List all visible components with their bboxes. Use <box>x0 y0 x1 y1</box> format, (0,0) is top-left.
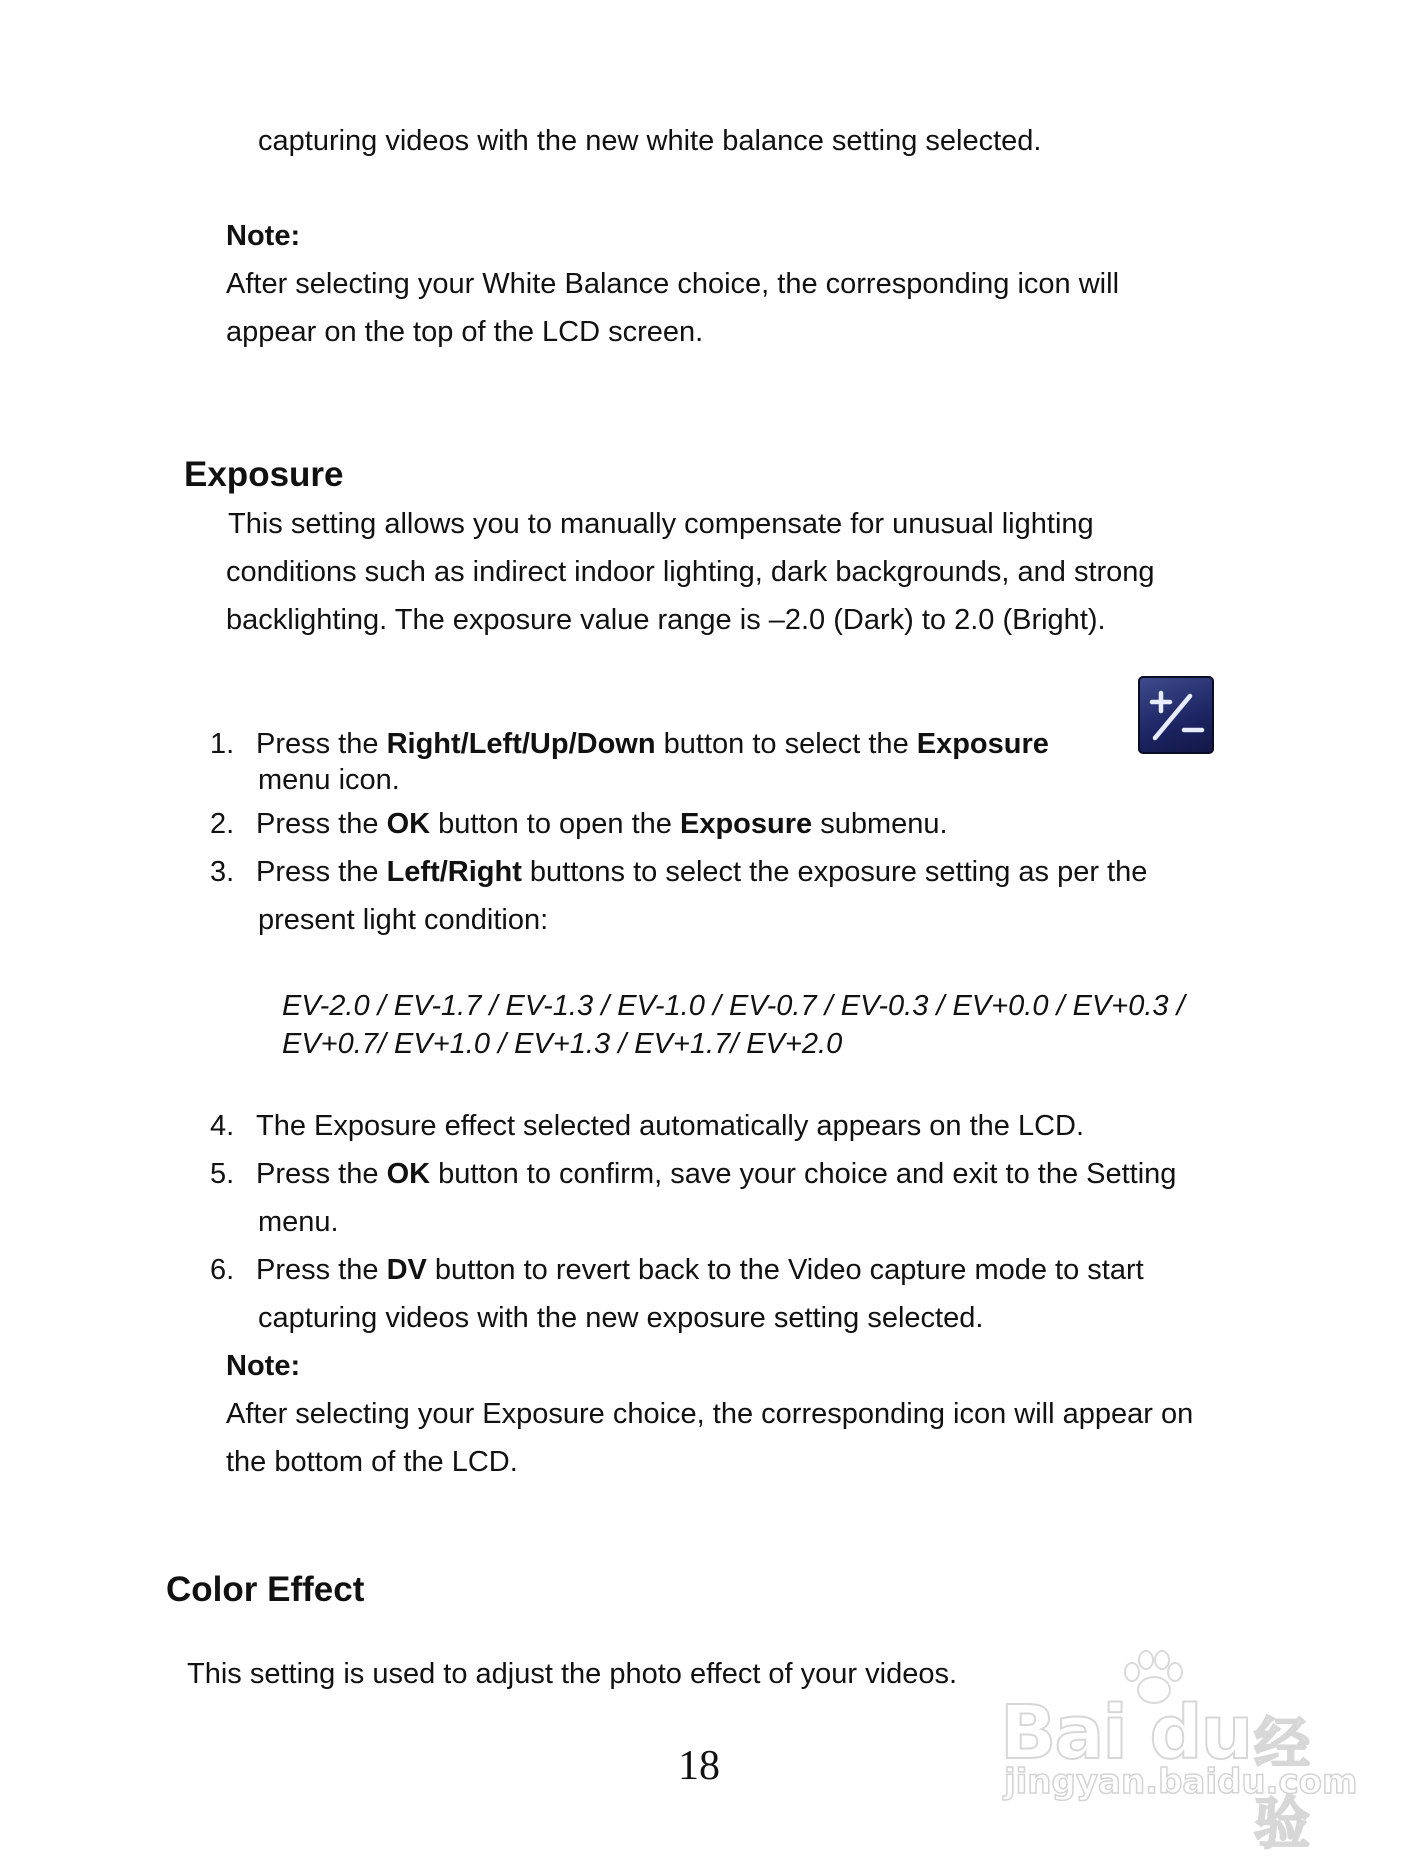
watermark-cn: 经验 <box>1254 1712 1310 1857</box>
exposure-note-line-2: the bottom of the LCD. <box>226 1446 518 1478</box>
step-2-bold-ok: OK <box>386 808 431 840</box>
wb-note-label: Note: <box>226 220 301 252</box>
color-effect-intro: This setting is used to adjust the photo effect of your videos. <box>187 1658 958 1690</box>
wb-note-line-2: appear on the top of the LCD screen. <box>226 316 704 348</box>
step-1-number: 1. <box>210 728 235 760</box>
page-number: 18 <box>678 1743 720 1789</box>
plus-minus-icon <box>1140 678 1212 752</box>
step-5-bold-ok: OK <box>386 1158 431 1190</box>
watermark-url: jingyan.baidu.com <box>1004 1762 1358 1802</box>
exposure-note-label: Note: <box>226 1350 301 1382</box>
step-4-text-a: The Exposure effect selected automatically appears on the LCD. <box>256 1110 1085 1142</box>
step-1-continuation: menu icon. <box>258 764 400 796</box>
step-6-text-c: button to revert back to the Video capture mode to start <box>426 1254 1144 1286</box>
step-4-number: 4. <box>210 1110 235 1142</box>
step-4 <box>210 1109 1084 1143</box>
step-2-bold-exposure: Exposure <box>680 808 813 840</box>
step-2-number: 2. <box>210 808 235 840</box>
exposure-heading: Exposure <box>184 455 344 494</box>
step-5-text-a: Press the <box>256 1158 387 1190</box>
wb-note-line-1: After selecting your White Balance choice, the corresponding icon will <box>226 268 1120 300</box>
step-3 <box>210 855 1147 889</box>
ev-values-line-1: EV-2.0 / EV-1.7 / EV-1.3 / EV-1.0 / EV-0.7 / EV-0.3 / EV+0.0 / EV+0.3 / <box>282 990 1185 1022</box>
color-effect-heading: Color Effect <box>166 1570 365 1609</box>
step-3-text-c: buttons to select the exposure setting as per the <box>521 856 1148 888</box>
step-6-number: 6. <box>210 1254 235 1286</box>
exposure-note-line-1: After selecting your Exposure choice, the corresponding icon will appear on <box>226 1398 1194 1430</box>
ev-values-line-2: EV+0.7/ EV+1.0 / EV+1.3 / EV+1.7/ EV+2.0 <box>282 1028 843 1060</box>
exposure-intro-line-2: conditions such as indirect indoor lighting, dark backgrounds, and strong <box>226 556 1155 588</box>
step-3-text-a: Press the <box>256 856 387 888</box>
exposure-compensation-icon <box>1138 676 1214 754</box>
step-2-text-c: button to open the <box>430 808 680 840</box>
exposure-intro-line-3: backlighting. The exposure value range is –2.0 (Dark) to 2.0 (Bright). <box>226 604 1106 636</box>
step-5-text-c: button to confirm, save your choice and exit to the Setting <box>430 1158 1177 1190</box>
step-6 <box>210 1253 1144 1287</box>
step-1-bold-exposure: Exposure <box>916 728 1049 760</box>
step-6-text-a: Press the <box>256 1254 387 1286</box>
step-2 <box>210 807 948 841</box>
wb-continuation-text: capturing videos with the new white balance setting selected. <box>258 125 1042 157</box>
step-5-continuation: menu. <box>258 1206 339 1238</box>
step-2-text-a: Press the <box>256 808 387 840</box>
step-6-bold-dv: DV <box>386 1254 427 1286</box>
step-5-number: 5. <box>210 1158 235 1190</box>
step-3-bold-leftright: Left/Right <box>386 856 522 888</box>
step-1-bold-buttons: Right/Left/Up/Down <box>386 728 656 760</box>
step-1-text-c: button to select the <box>655 728 917 760</box>
step-3-number: 3. <box>210 856 235 888</box>
step-1-text-a: Press the <box>256 728 387 760</box>
step-5 <box>210 1157 1176 1191</box>
baidu-watermark <box>996 1650 1358 1857</box>
step-1 <box>210 727 1049 761</box>
step-6-continuation: capturing videos with the new exposure setting selected. <box>258 1302 984 1334</box>
exposure-intro-line-1: This setting allows you to manually compensate for unusual lighting <box>228 508 1094 540</box>
step-2-text-d: submenu. <box>812 808 948 840</box>
step-3-continuation: present light condition: <box>258 904 549 936</box>
watermark-brand: Bai du <box>1000 1690 1252 1776</box>
